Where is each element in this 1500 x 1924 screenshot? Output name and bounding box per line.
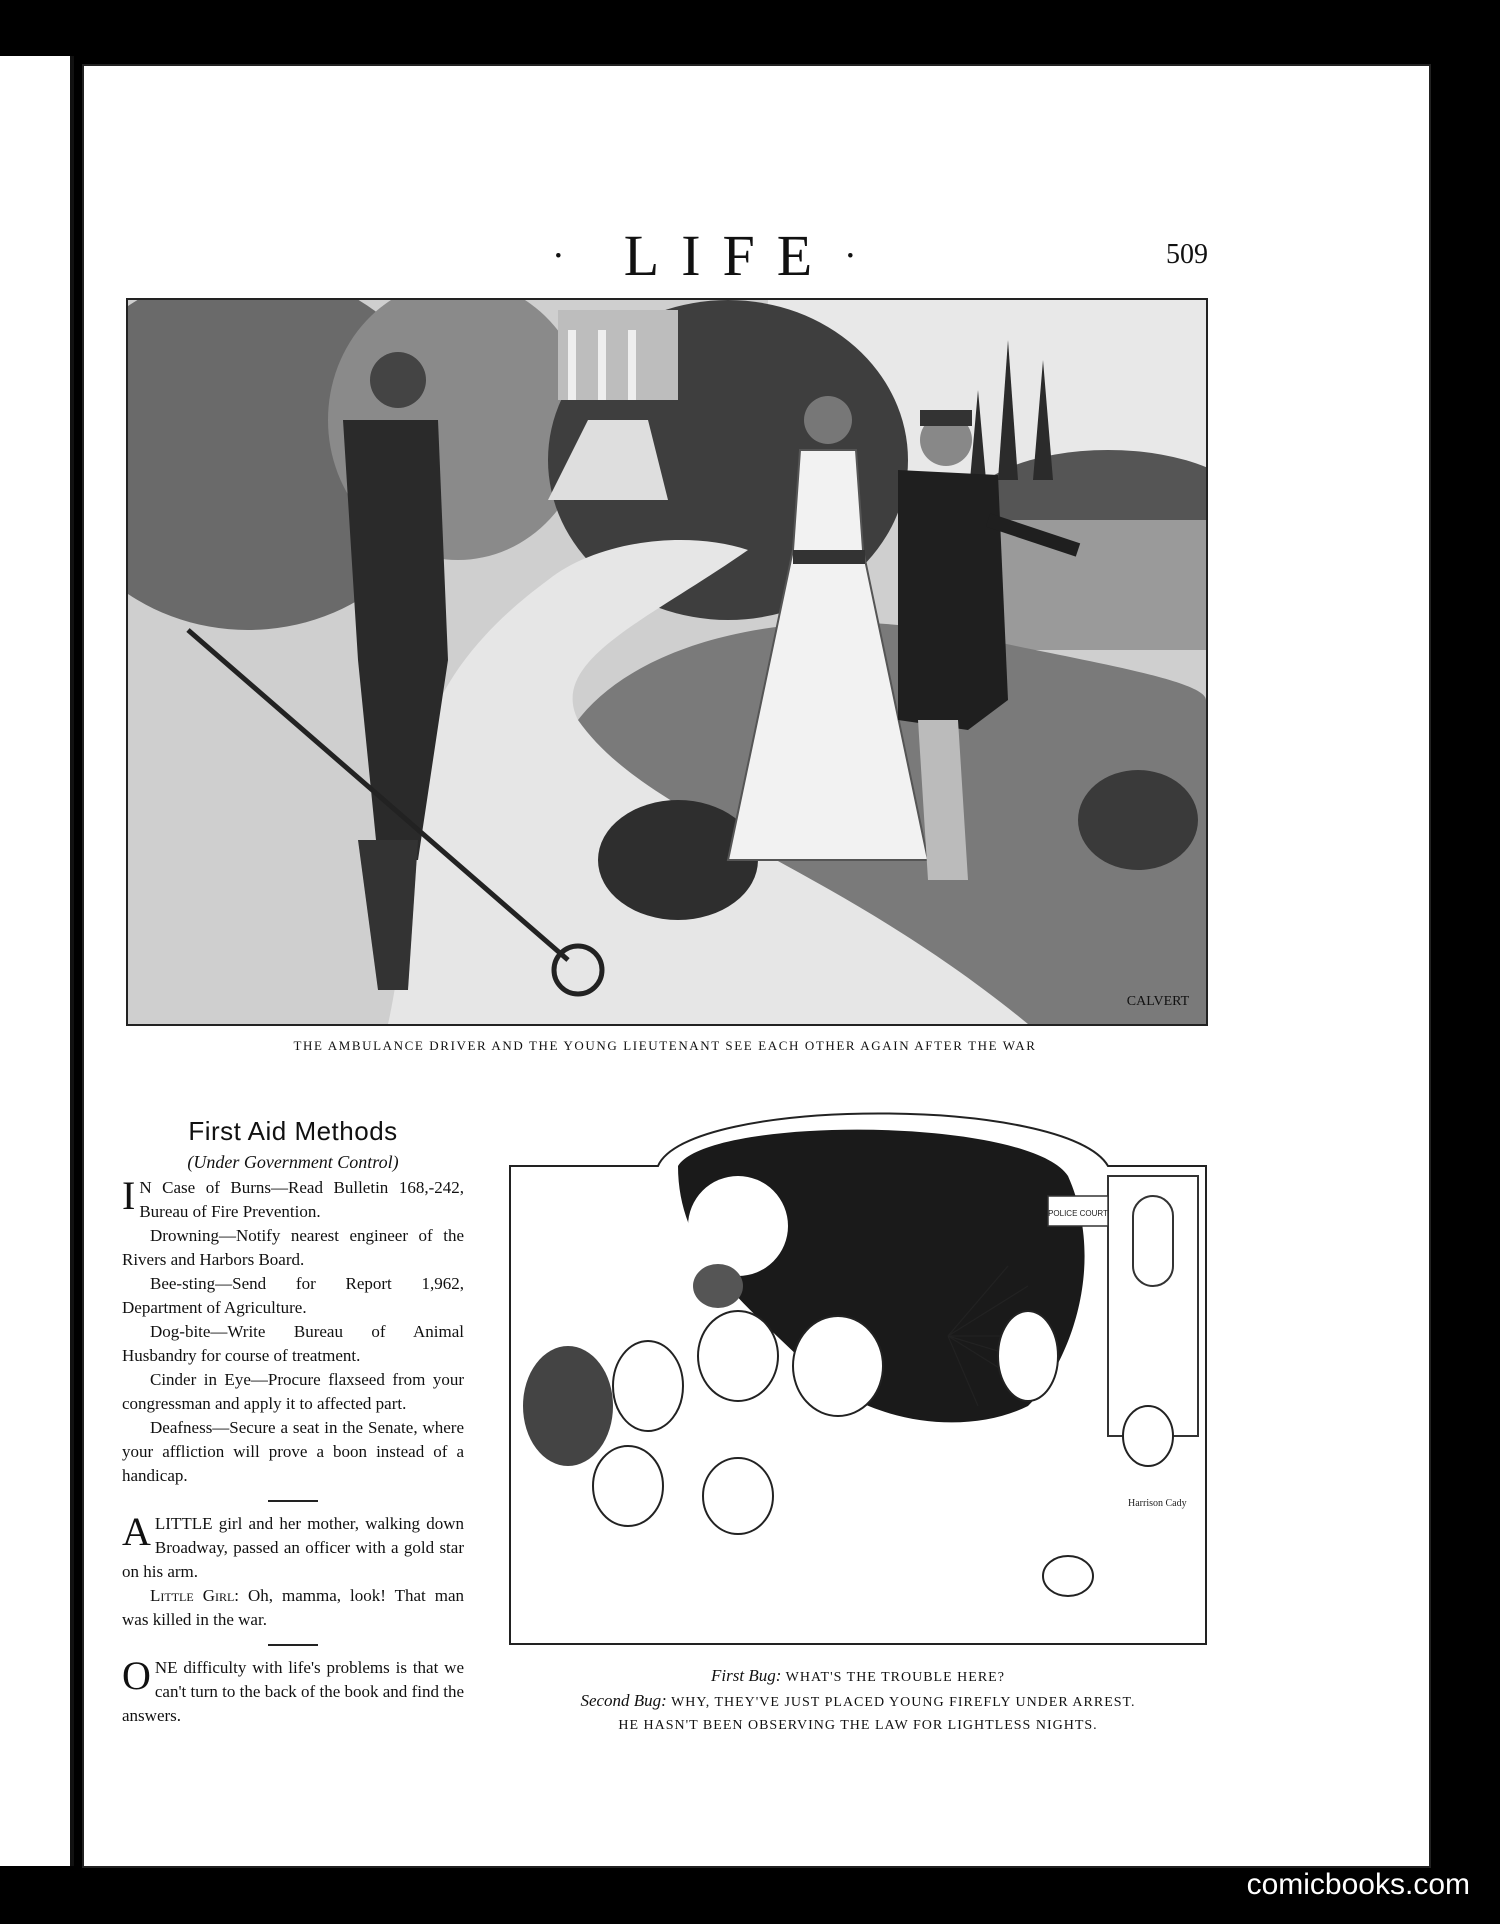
bug-cartoon-caption	[508, 1664, 1208, 1737]
caption-speaker: First Bug:	[711, 1666, 782, 1685]
masthead-dot-left: ·	[552, 235, 565, 277]
article-paragraph: Cinder in Eye—Procure flaxseed from your congressman and apply it to affected part.	[122, 1370, 464, 1413]
bug-cartoon	[508, 1106, 1208, 1646]
caption-speaker: Second Bug:	[580, 1691, 667, 1710]
site-watermark: comicbooks.com	[1246, 1868, 1470, 1901]
page-number: 509	[1166, 239, 1208, 270]
illustration-signature: CALVERT	[1126, 994, 1190, 1009]
article-paragraph: Deafness—Secure a seat in the Senate, where your affliction will prove a boon instead of a handicap.	[122, 1418, 464, 1485]
top-illustration	[126, 298, 1208, 1026]
masthead-title: LIFE	[623, 223, 835, 288]
police-court-sign: POLICE COURT	[1048, 1209, 1108, 1218]
facing-page-edge	[0, 56, 74, 1866]
article-paragraph: Bee-sting—Send for Report 1,962, Department of Agriculture.	[122, 1274, 464, 1317]
anecdote-quote: Little Girl: Oh, mamma, look! That man was killed in the war.	[122, 1586, 465, 1629]
dropcap: A	[122, 1509, 151, 1554]
caption-line: HE HASN'T BEEN OBSERVING THE LAW FOR LIGHTLESS NIGHTS.	[618, 1718, 1098, 1733]
dropcap: O	[122, 1653, 151, 1698]
speaker-label: Little Girl:	[150, 1586, 240, 1605]
quip-paragraph: ONE difficulty with life's problems is that we can't turn to the back of the book and find the answers.	[122, 1653, 464, 1725]
article-paragraph: Dog-bite—Write Bureau of Animal Husbandry for course of treatment.	[122, 1322, 464, 1365]
section-divider	[268, 1644, 318, 1646]
magazine-page	[82, 64, 1431, 1868]
article-paragraph: I N Case of Burns—Read Bulletin 168,-242, Bureau of Fire Prevention.	[122, 1173, 464, 1221]
cartoon-signature: Harrison Cady	[1128, 1498, 1187, 1509]
anecdote-paragraph: A LITTLE girl and her mother, walking down Broadway, passed an officer with a gold star on his arm.	[122, 1509, 464, 1581]
section-divider	[268, 1500, 318, 1502]
caption-line: Second Bug: WHY, THEY'VE JUST PLACED YOUNG FIREFLY UNDER ARREST.	[580, 1691, 1136, 1710]
article-title: First Aid Methods	[188, 1116, 398, 1146]
top-illustration-caption: THE AMBULANCE DRIVER AND THE YOUNG LIEUTENANT SEE EACH OTHER AGAIN AFTER THE WAR	[293, 1038, 1037, 1053]
caption-line: First Bug: WHAT'S THE TROUBLE HERE?	[711, 1666, 1005, 1685]
masthead	[84, 216, 1429, 296]
left-text-column	[122, 1096, 464, 1728]
article-paragraph: Drowning—Notify nearest engineer of the Rivers and Harbors Board.	[122, 1226, 464, 1269]
masthead-dot-right: ·	[844, 235, 857, 277]
article-subtitle: (Under Government Control)	[187, 1152, 399, 1172]
dropcap: I	[122, 1173, 136, 1218]
